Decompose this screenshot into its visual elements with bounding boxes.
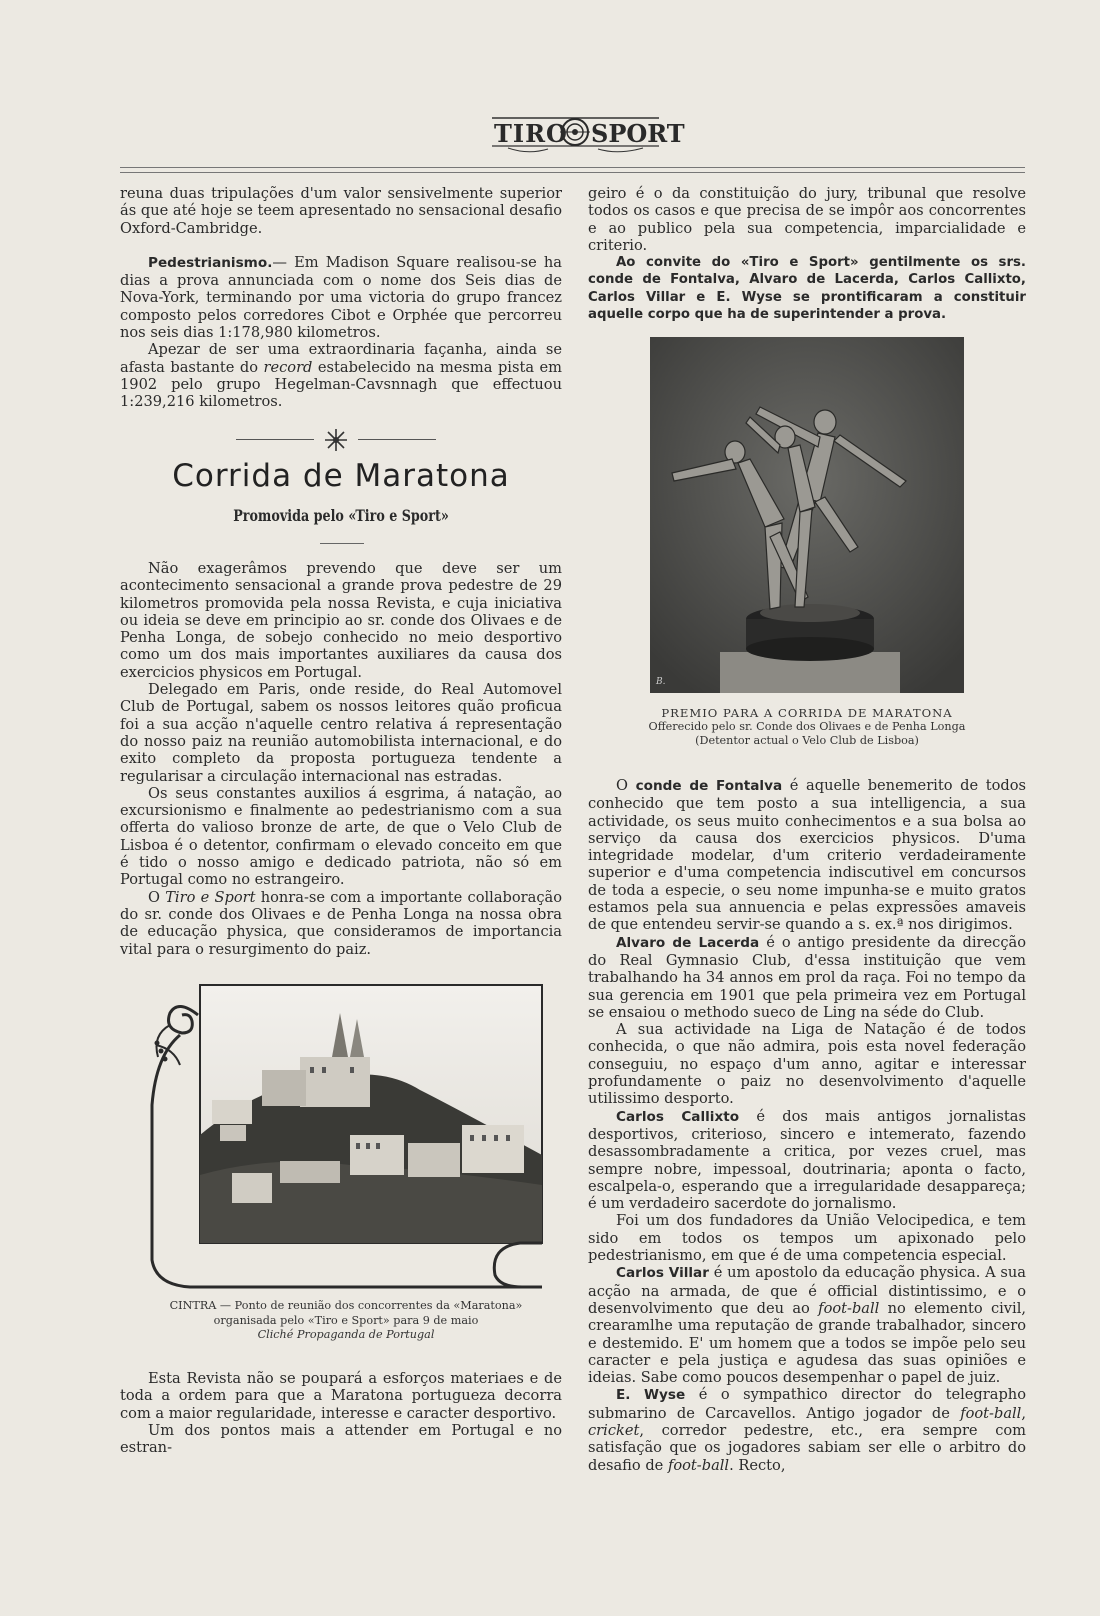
- paragraph: A sua actividade na Liga de Natação é de todos conhecida, o que não admira, pois esta novel federação conseguiu, no espaço d'um anno, agitar e interessar profundamente o paiz no desenvolvimento d'aquelle utilissimo desporto.: [588, 1021, 1026, 1108]
- italic-word: foot-ball: [818, 1299, 880, 1317]
- jury-notice: Ao convite do «Tiro e Sport» gentilmente os srs. conde de Fontalva, Alvaro de Lacerda, Carlos Callixto, Carlos Villar e E. Wyse se prontificaram a constituir aquelle corpo que ha de superintender a prova.: [588, 255, 1026, 323]
- italic-word: cricket: [588, 1421, 640, 1439]
- paragraph: Foi um dos fundadores da União Velocipedica, e tem sido em todos os tempos um apixonado pelo pedestrianismo, em que é de uma competencia especial.: [588, 1212, 1026, 1265]
- person-name: Alvaro de Lacerda: [616, 934, 760, 951]
- person-name: Carlos Villar: [616, 1265, 709, 1282]
- left-column-top: [120, 185, 562, 411]
- paragraph-text: , corredor pedestre, etc., era sempre com satisfação que os jogadores sabiam ser elle o arbitro do desafio de: [588, 1421, 1026, 1474]
- paragraph-text: estabelecido na mesma pista em 1902 pelo grupo Hegelman-Cavsnnagh que effectuou 1:239,216 kilometros.: [120, 358, 562, 411]
- paragraph: Não exagerâmos prevendo que deve ser um acontecimento sensacional a grande prova pedestre de 29 kilometros promovida pela nossa Revista, e cuja iniciativa ou ideia se deve em principio ao sr. conde dos Olivaes e de Penha Longa, de sobejo conhecido no meio desportivo como um dos mais importantes auxiliares da causa dos exercicios physicos em Portugal.: [120, 560, 562, 681]
- article-subtitle: Promovida pelo «Tiro e Sport»: [233, 506, 449, 525]
- paragraph-pedestrianismo: [120, 254, 562, 341]
- header-rule: [120, 167, 1025, 173]
- paragraph: [120, 341, 562, 410]
- caption-line: organisada pelo «Tiro e Sport» para 9 de maio: [213, 1313, 479, 1327]
- paragraph-text: no elemento civil, crearamlhe uma reputação de grande trabalhador, sincero e destemido. E' um homem que a todos se impõe pelo seu caracter e pela justiça e agudesa das suas opiniões e ideias. Sabe como poucos desempenhar o papel de juiz.: [588, 1299, 1026, 1387]
- paragraph-text: é aquelle benemerito de todos conhecido que tem posto a sua intelligencia, a sua actividade, os seus muito conhecimentos e a sua bolsa ao serviço da causa dos exercicios physicos. D'uma integridade modelar, d'um criterio verdadeiramente superior e d'uma competencia indiscutivel em concursos de toda a especie, o seu nome impunha-se e muito gratos estamos pela sua annuencia e pelas expressões amaveis de que entendeu servir-se quando a s. ex.ª nos dirigimos.: [588, 777, 1026, 934]
- caption-text: — Ponto de reunião dos concorrentes da «Maratona»: [216, 1299, 523, 1312]
- cintra-photo-frame: [150, 985, 542, 1301]
- cintra-caption: [150, 1299, 542, 1343]
- paragraph-text: honra-se com a importante collaboração do sr. conde dos Olivaes e de Penha Longa na nossa obra de educação physica, que consideramos de importancia vital para o resurgimento do paiz.: [120, 888, 562, 958]
- italic-word: foot-ball: [667, 1456, 730, 1474]
- trophy-photo: [650, 337, 964, 693]
- title-divider: [320, 543, 364, 544]
- paragraph-text: é o sympathico director do telegrapho submarino de Carcavellos. Antigo jogador de: [588, 1386, 1026, 1422]
- italic-word: foot-ball: [960, 1404, 1022, 1422]
- paragraph-text: O: [616, 777, 636, 794]
- caption-line: (Detentor actual o Velo Club de Lisboa): [695, 734, 919, 747]
- paragraph-villar: [588, 1264, 1026, 1386]
- runners-bronze-sculpture-icon: [650, 337, 964, 693]
- section-ornament: [236, 428, 436, 452]
- italic-title: Tiro e Sport: [165, 888, 256, 906]
- ornament-line: [358, 439, 436, 440]
- paragraph-text: ,: [1021, 1404, 1026, 1422]
- person-name: Carlos Callixto: [616, 1108, 740, 1125]
- svg-text:TIRO: TIRO: [494, 119, 568, 148]
- caption-title: PREMIO PARA A CORRIDA DE MARATONA: [661, 706, 953, 720]
- paragraph: geiro é o da constituição do jury, tribunal que resolve todos os casos e que precisa de se impôr aos concorrentes e ao publico pela sua competencia, imparcialidade e criterio.: [588, 185, 1026, 254]
- paragraph: reuna duas tripulações d'um valor sensivelmente superior ás que até hoje se teem apresentado no sensacional desafio Oxford-Cambridge.: [120, 185, 562, 237]
- caption-line: [150, 1299, 542, 1314]
- article-body-left-bottom: [120, 1370, 562, 1456]
- jury-members-column: [588, 777, 1026, 1474]
- ornament-line: [236, 439, 314, 440]
- paragraph: Um dos pontos mais a attender em Portugal e no estran-: [120, 1421, 562, 1457]
- paragraph-text: — Em Madison Square realisou-se ha dias a prova annunciada com o nome dos Seis dias de Nova-York, terminando por uma victoria do grupo francez composto pelos corredores Cibot e Orphée que percorreu nos seis dias 1:178,980 kilometros.: [120, 253, 562, 342]
- paragraph-text: é dos mais antigos jornalistas desportivos, criterioso, sincero e intemerato, fazendo desassombradamente a critica, por vezes cruel, mas sempre nobre, impessoal, doutrinaria; aponta o facto, escalpela-o, esperando que a irregularidade desappareça; é um verdadeiro sacerdote do jornalismo.: [588, 1107, 1026, 1213]
- paragraph-callixto: [588, 1108, 1026, 1213]
- caption-line: Offerecido pelo sr. Conde dos Olivaes e de Penha Longa: [648, 720, 966, 733]
- svg-text:SPORT: SPORT: [591, 119, 685, 148]
- cintra-town-photo-icon: [150, 985, 542, 1301]
- asterisk-ornament-icon: [324, 428, 348, 452]
- article-body-left: [120, 560, 562, 958]
- person-name: E. Wyse: [616, 1387, 686, 1404]
- paragraph-lacerda: [588, 934, 1026, 1021]
- paragraph: Os seus constantes auxilios á esgrima, á natação, ao excursionismo e finalmente ao pedestrianismo com a sua offerta do valioso bronze de arte, de que o Velo Club de Lisboa é o detentor, confirmam o elevado conceito em que é tido o nosso amigo e dedicado patriota, não só em Portugal como no estrangeiro.: [120, 784, 562, 889]
- trophy-caption: [610, 706, 1004, 748]
- article-title: Corrida de Maratona: [172, 458, 510, 494]
- paragraph-wyse: [588, 1386, 1026, 1473]
- section-keyword: Pedestrianismo.: [148, 254, 273, 271]
- paragraph-text: . Recto,: [729, 1456, 786, 1474]
- svg-text:B.: B.: [656, 677, 666, 687]
- paragraph: Esta Revista não se poupará a esforços materiaes e de toda a ordem para que a Maratona portugueza decorra com a maior regularidade, interesse e caracter desportivo.: [120, 1370, 562, 1422]
- caption-place: CINTRA: [169, 1299, 217, 1312]
- person-name: conde de Fontalva: [635, 778, 783, 794]
- caption-credit: [150, 1328, 542, 1343]
- italic-word: record: [263, 358, 313, 376]
- paragraph-fontalva: [588, 777, 1026, 934]
- paragraph: [120, 889, 562, 958]
- tiro-sport-logo-icon: [488, 108, 685, 156]
- paragraph-text: Apezar de ser uma extraordinaria façanha, ainda se afasta bastante do: [120, 341, 562, 376]
- paragraph-text: é o antigo presidente da direcção do Real Gymnasio Club, d'essa instituição que vem trabalhando ha 34 annos em prol da raça. Foi no tempo da sua gerencia em 1901 que pela primeira vez em Portugal se ensaiou o methodo sueco de Ling na séde do Club.: [588, 933, 1026, 1021]
- paragraph: Delegado em Paris, onde reside, do Real Automovel Club de Portugal, sabem os nossos leitores quão proficua foi a sua acção n'aquelle centro relativa á representação do nosso paiz na reunião automobilista internacional, e do exito completo da proposta portugueza tendente a regularisar a circulação internacional nas estradas.: [120, 681, 562, 785]
- caption-credit-text: Cliché Propaganda de Portugal: [257, 1328, 435, 1341]
- paragraph-text: O: [148, 888, 166, 906]
- masthead-logo: [488, 108, 685, 156]
- paragraph-text: é um apostolo da educação physica. A sua acção na armada, de que é official distintissimo, e o desenvolvimento que deu ao: [588, 1264, 1026, 1317]
- right-column-top: [588, 185, 1026, 323]
